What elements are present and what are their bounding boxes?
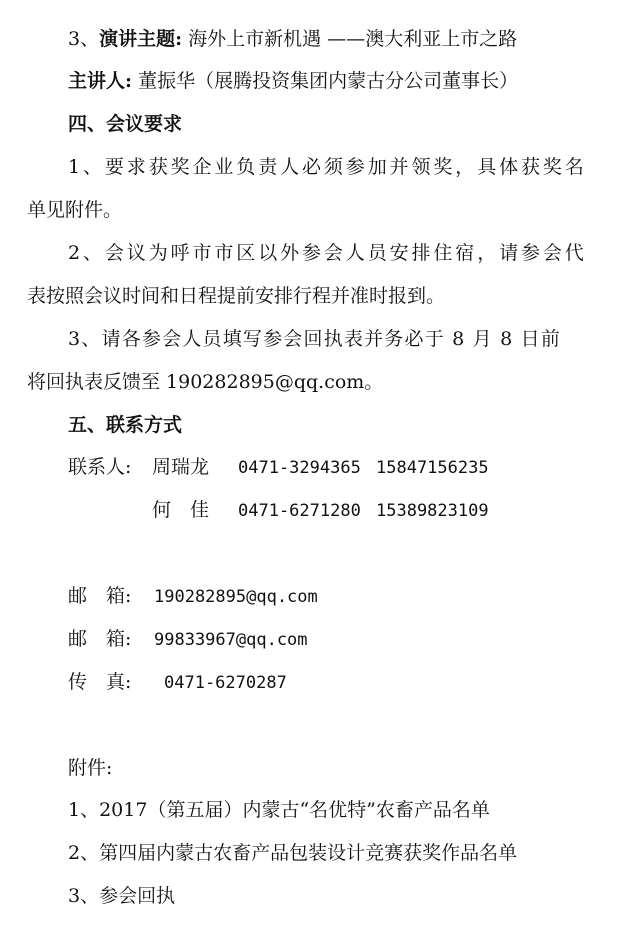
requirement-2-line-2: 表按照会议时间和日程提前安排行程并准时报到。 xyxy=(27,285,446,307)
contact-row-1 xyxy=(68,454,489,481)
email-label: 邮 箱: xyxy=(68,585,132,607)
fax-number: 0471-6270287 xyxy=(164,673,287,693)
contact-phone: 0471-6271280 xyxy=(238,501,361,521)
email-row-2 xyxy=(68,626,308,653)
contact-phone: 0471-3294365 xyxy=(238,458,361,478)
contact-mobile: 15389823109 xyxy=(376,501,489,521)
email-address: 190282895@qq.com xyxy=(154,587,318,607)
contact-name: 周瑞龙 xyxy=(152,456,210,478)
item-number: 3、 xyxy=(68,28,100,50)
attachments-label: 附件: xyxy=(68,757,113,779)
requirement-2-line-1: 2、会议为呼市市区以外参会人员安排住宿，请参会代 xyxy=(68,242,587,264)
fax-row xyxy=(68,669,287,696)
speaker-label: 主讲人: xyxy=(68,70,133,92)
requirement-1-line-2: 单见附件。 xyxy=(27,199,123,221)
topic-text: 海外上市新机遇 ——澳大利亚上市之路 xyxy=(188,28,518,50)
contact-row-2 xyxy=(68,497,489,524)
attachment-item-3: 3、参会回执 xyxy=(68,885,176,907)
fax-label: 传 真: xyxy=(68,671,132,693)
requirement-1-line-1: 1、要求获奖企业负责人必须参加并领奖，具体获奖名 xyxy=(68,156,587,178)
attachment-item-1: 1、2017（第五届）内蒙古“名优特”农畜产品名单 xyxy=(68,799,490,821)
contact-mobile: 15847156235 xyxy=(376,458,489,478)
email-row-1 xyxy=(68,583,318,610)
attachment-item-2: 2、第四届内蒙古农畜产品包装设计竞赛获奖作品名单 xyxy=(68,842,518,864)
section-heading-requirements: 四、会议要求 xyxy=(68,113,183,135)
requirement-3-line-2: 将回执表反馈至 190282895@qq.com。 xyxy=(27,371,384,393)
requirement-3-line-1: 3、请各参会人员填写参会回执表并务必于 8 月 8 日前 xyxy=(68,328,562,350)
email-label: 邮 箱: xyxy=(68,628,132,650)
contact-name: 何 佳 xyxy=(152,499,210,521)
section-heading-contacts: 五、联系方式 xyxy=(68,414,183,436)
topic-line xyxy=(68,26,517,52)
speaker-text: 董振华（展腾投资集团内蒙古分公司董事长） xyxy=(138,70,519,92)
email-address: 99833967@qq.com xyxy=(154,630,308,650)
topic-label: 演讲主题: xyxy=(99,28,183,50)
speaker-line xyxy=(68,68,518,94)
contact-label: 联系人: xyxy=(68,456,132,478)
